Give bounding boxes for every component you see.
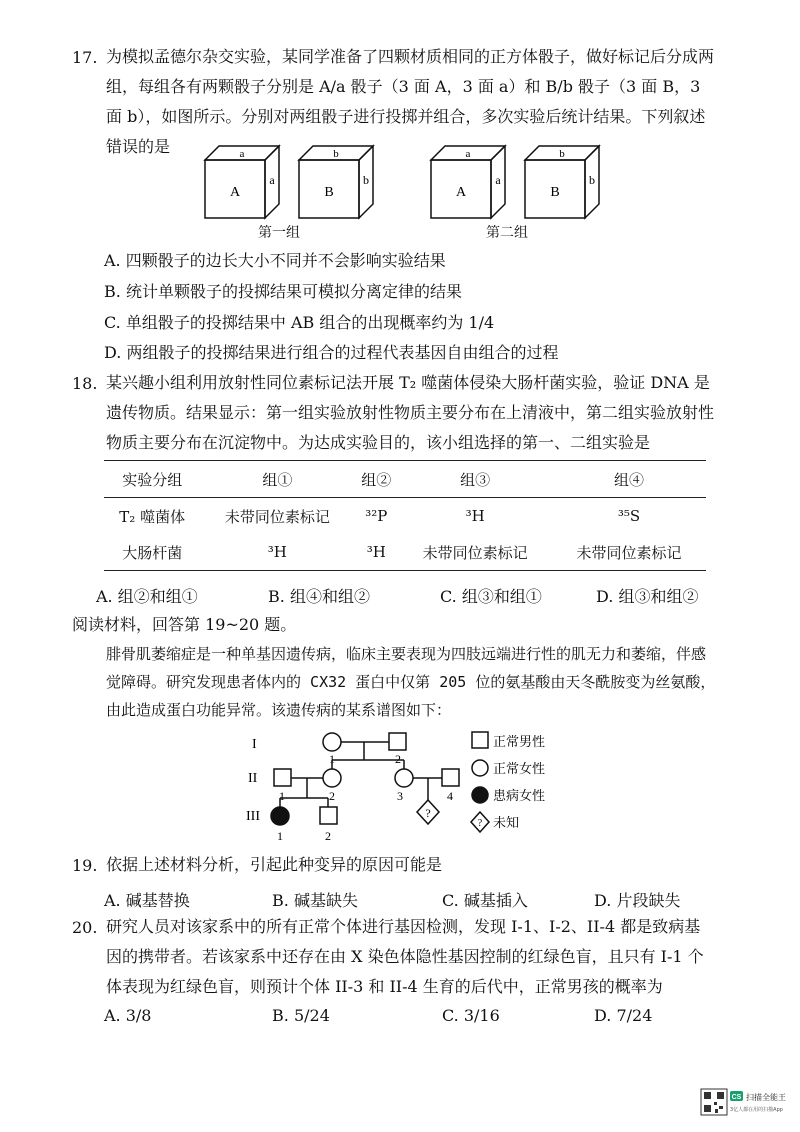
option-label: B. <box>272 891 289 910</box>
die-g2-b-front: B <box>550 185 560 200</box>
q17-number: 17. <box>72 48 98 67</box>
q18-text: 某兴趣小组利用放射性同位素标记法开展 T₂ 噬菌体侵染大肠杆菌实验，验证 DNA 是遗传物质。结果显示：第一组实验放射性物质主要分布在上清液中，第二组实验放射性物质主要分布在沉淀物中。为达成实验目的，该小组选择的第一、二组实验是 <box>106 373 715 452</box>
id-ii3: 3 <box>397 789 403 803</box>
option-text: 5/24 <box>293 1006 330 1025</box>
q17-option-b <box>104 279 462 302</box>
q20-option-a <box>104 1006 151 1025</box>
table-row <box>104 534 706 571</box>
individual-ii2-female <box>323 769 341 787</box>
id-ii2: 2 <box>329 789 335 803</box>
table-cell: 大肠杆菌 <box>104 534 200 571</box>
q17-option-d <box>104 340 558 363</box>
id-i2: 2 <box>395 752 401 766</box>
caption-group-1: 第一组 <box>258 225 300 241</box>
q19-number: 19. <box>72 856 98 875</box>
die-g1-b-side: b <box>363 173 369 187</box>
die-g2-a <box>431 146 505 218</box>
die-g1-a-front: A <box>229 185 241 200</box>
die-g1-a-side: a <box>269 173 275 187</box>
table-header: 实验分组 <box>104 461 200 498</box>
reading-intro: 阅读材料，回答第 19~20 题。 <box>72 615 297 634</box>
legend-unknown-mark: ? <box>477 818 483 829</box>
id-ii4: 4 <box>447 789 453 803</box>
option-label: A. <box>104 1006 121 1025</box>
option-label: C. <box>104 313 121 332</box>
scanner-watermark <box>700 1088 796 1122</box>
individual-iii2-male <box>320 807 337 824</box>
option-text: 碱基缺失 <box>293 891 358 910</box>
option-label: A. <box>104 251 121 270</box>
die-g2-b-side: b <box>589 173 595 187</box>
q19-option-c <box>442 888 528 911</box>
legend-normal-male-icon <box>472 732 488 748</box>
option-label: C. <box>442 891 459 910</box>
option-label: B. <box>268 587 285 606</box>
table-cell: 未带同位素标记 <box>398 534 552 571</box>
option-label: D. <box>594 1006 612 1025</box>
q17-text: 为模拟孟德尔杂交实验，某同学准备了四颗材质相同的正方体骰子，做好标记后分成两组，每组各有两颗骰子分别是 A/a 骰子（3 面 A，3 面 a）和 B/b 骰子（3 面 B，3 面 b），如图所示。分别对两组骰子进行投掷并组合，多次实验后统计结果。下列叙述错误的是 <box>106 47 715 156</box>
option-text: 组③和组② <box>618 587 699 606</box>
option-label: A. <box>104 891 121 910</box>
table-cell: T₂ 噬菌体 <box>119 507 186 526</box>
die-g2-a-front: A <box>455 185 467 200</box>
q19-option-d <box>594 888 680 911</box>
option-label: B. <box>272 1006 289 1025</box>
option-text: 碱基插入 <box>463 891 528 910</box>
option-text: 两组骰子的投掷结果进行组合的过程代表基因自由组合的过程 <box>126 343 559 362</box>
die-g2-a-side: a <box>495 173 501 187</box>
legend-normal-male: 正常男性 <box>493 735 546 750</box>
option-text: 片段缺失 <box>616 891 681 910</box>
table-header: 组④ <box>552 461 706 498</box>
table-cell: ³H <box>200 534 354 571</box>
table-header: 组③ <box>398 461 552 498</box>
legend-affected-female-icon <box>472 787 488 803</box>
option-text: 碱基替换 <box>125 891 190 910</box>
table-header: 组② <box>354 461 398 498</box>
table-cell: 未带同位素标记 <box>552 534 706 571</box>
generation-label-ii: II <box>248 771 258 786</box>
q18-option-d <box>596 584 698 607</box>
legend-normal-female: 正常女性 <box>493 762 546 777</box>
option-text: 统计单颗骰子的投掷结果可模拟分离定律的结果 <box>125 282 462 301</box>
die-g2-b-top: b <box>559 148 565 160</box>
legend-unknown: 未知 <box>493 816 520 831</box>
caption-group-2: 第二组 <box>486 225 528 241</box>
individual-i2-male <box>389 733 406 750</box>
die-g1-a-top: a <box>239 148 245 160</box>
q18-option-b <box>268 584 370 607</box>
table-cell: 未带同位素标记 <box>224 507 330 526</box>
q20-option-c <box>442 1006 500 1025</box>
q20-text: 研究人员对该家系中的所有正常个体进行基因检测，发现 I-1、I-2、II-4 都是致病基因的携带者。若该家系中还存在由 X 染色体隐性基因控制的红绿色盲，且只有 I-1 个体表现为红绿色盲，则预计个体 II-3 和 II-4 生育的后代中，正常男孩的概率为 <box>106 917 704 996</box>
individual-ii4-male <box>442 769 459 786</box>
option-label: D. <box>104 343 122 362</box>
die-g1-b-front: B <box>324 185 334 200</box>
individual-ii1-male <box>274 769 291 786</box>
watermark-title: 扫描全能王 <box>746 1093 786 1102</box>
option-text: 3/8 <box>125 1006 152 1025</box>
table-row <box>104 498 706 535</box>
q18-option-c <box>440 584 542 607</box>
table-header-row <box>104 461 706 498</box>
generation-label-iii: III <box>246 809 260 824</box>
q19-text: 依据上述材料分析，引起此种变异的原因可能是 <box>106 855 443 874</box>
option-text: 四颗骰子的边长大小不同并不会影响实验结果 <box>125 251 446 270</box>
legend-normal-female-icon <box>472 760 488 776</box>
q20-option-d <box>594 1006 652 1025</box>
experiment-table <box>104 460 706 571</box>
unknown-mark: ? <box>425 806 431 820</box>
q19-option-b <box>272 888 358 911</box>
option-label: D. <box>594 891 612 910</box>
option-text: 7/24 <box>616 1006 653 1025</box>
watermark-badge: CS <box>731 1094 742 1101</box>
option-label: D. <box>596 587 614 606</box>
individual-i1-female <box>323 733 341 751</box>
option-text: 组③和组① <box>461 587 542 606</box>
option-text: 组④和组② <box>289 587 370 606</box>
option-text: 单组骰子的投掷结果中 AB 组合的出现概率约为 1/4 <box>125 313 495 332</box>
id-ii1: 1 <box>279 789 285 803</box>
option-text: 3/16 <box>463 1006 500 1025</box>
individual-iii1-affected-female <box>271 807 289 825</box>
generation-label-i: I <box>252 737 257 752</box>
id-iii2: 2 <box>325 829 331 843</box>
q17-option-c <box>104 310 494 333</box>
option-label: B. <box>104 282 121 301</box>
id-iii1: 1 <box>277 829 283 843</box>
table-cell: ³H <box>465 507 485 525</box>
q20-option-b <box>272 1006 330 1025</box>
legend-affected-female: 患病女性 <box>493 789 546 804</box>
q17-option-a <box>104 248 446 271</box>
q19-option-a <box>104 888 190 911</box>
table-cell: ³⁵S <box>617 507 641 525</box>
option-label: C. <box>442 1006 459 1025</box>
q20-number: 20. <box>72 918 98 937</box>
option-label: C. <box>440 587 457 606</box>
option-label: A. <box>96 587 113 606</box>
table-header: 组① <box>200 461 354 498</box>
pedigree-chart <box>240 720 600 850</box>
table-cell: ³H <box>354 534 398 571</box>
individual-ii3-female <box>395 769 413 787</box>
q18-option-a <box>96 584 198 607</box>
die-g2-b <box>525 146 599 218</box>
watermark-subtitle: 3亿人都在用的扫描App <box>730 1107 783 1113</box>
die-g1-b-top: b <box>333 148 339 160</box>
die-g2-a-top: a <box>465 148 471 160</box>
die-g1-a <box>205 146 279 218</box>
option-text: 组②和组① <box>117 587 198 606</box>
die-g1-b <box>299 146 373 218</box>
id-i1: 1 <box>329 752 335 766</box>
reading-paragraph: 腓骨肌萎缩症是一种单基因遗传病，临床主要表现为四肢远端进行性的肌无力和萎缩，伴感觉障碍。研究发现患者体内的 CX32 蛋白中仅第 205 位的氨基酸由天冬酰胺变为丝氨酸，由此造成蛋白功能异常。该遗传病的某系谱图如下： <box>106 645 716 719</box>
table-cell: ³²P <box>365 507 388 525</box>
q18-number: 18. <box>72 374 98 393</box>
